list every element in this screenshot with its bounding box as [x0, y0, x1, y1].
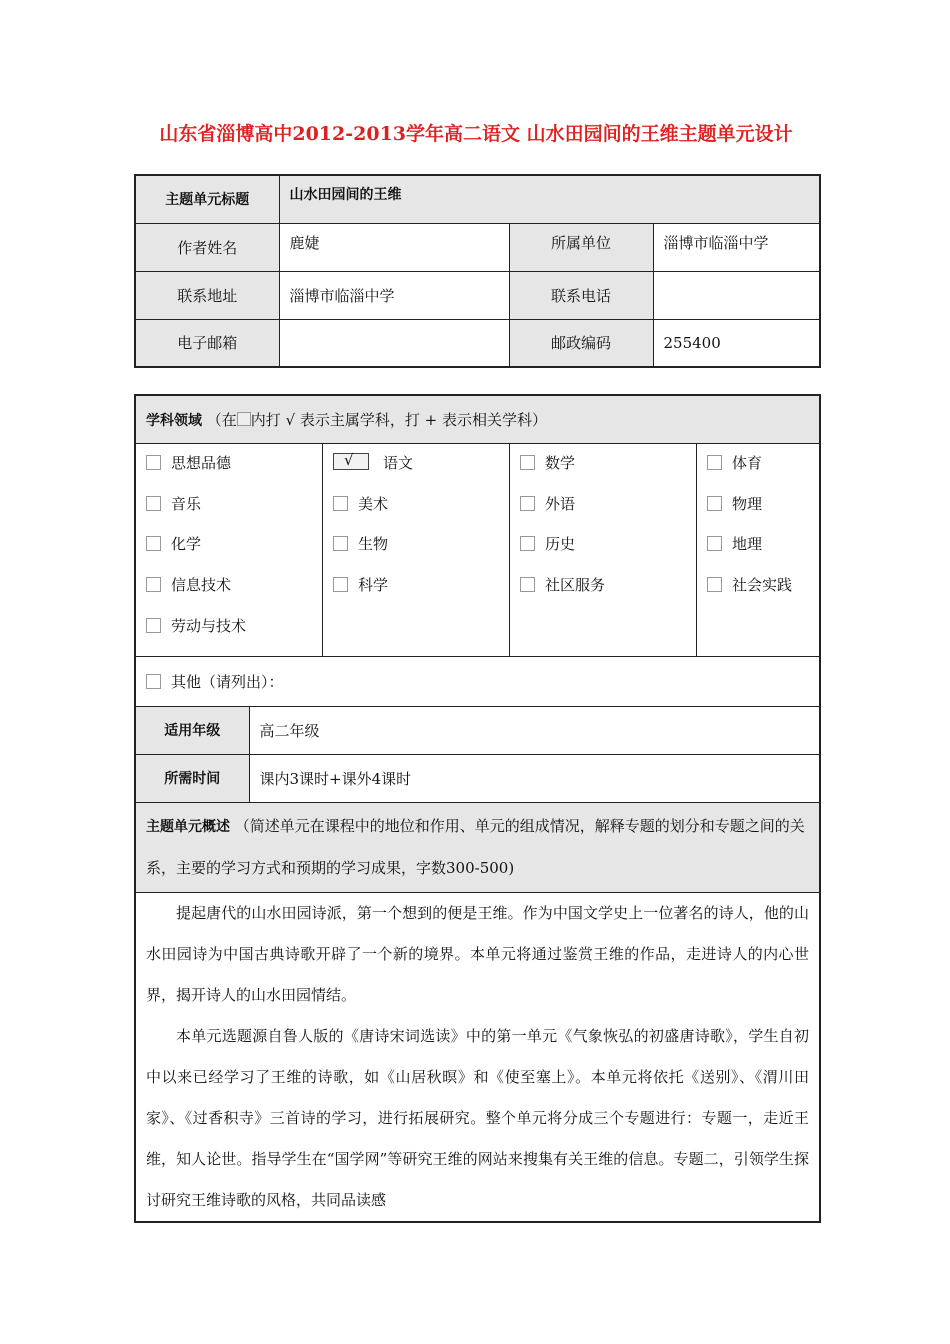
overview-paragraph: 提起唐代的山水田园诗派，第一个想到的便是王维。作为中国文学史上一位著名的诗人，他的山水田园诗为中国古典诗歌开辟了一个新的境界。本单元将通过鉴赏王维的作品，走进诗人的内心世界，揭开诗人的山水田园情结。: [146, 903, 809, 1004]
subject-option[interactable]: 历史: [520, 533, 575, 554]
unit-value: 淄博市临淄中学: [653, 223, 820, 271]
subject-option[interactable]: 数学: [520, 452, 575, 473]
checkbox-icon[interactable]: [707, 496, 722, 511]
subject-option[interactable]: 信息技术: [146, 574, 231, 595]
overview-note: （简述单元在课程中的地位和作用、单元的组成情况，解释专题的划分和专题之间的关系，主要的学习方式和预期的学习成果，字数300-500): [146, 816, 805, 877]
address-label: 联系地址: [135, 271, 279, 319]
checkbox-icon[interactable]: [146, 496, 161, 511]
checkbox-icon[interactable]: [146, 618, 161, 633]
subject-option[interactable]: 音乐: [146, 493, 201, 514]
checkbox-sample-icon: [237, 412, 251, 426]
subject-column-2: [323, 444, 509, 656]
subject-column-3: [510, 444, 696, 656]
author-value: 鹿婕: [279, 223, 509, 271]
subject-option[interactable]: 物理: [707, 493, 762, 514]
checkbox-icon[interactable]: [520, 496, 535, 511]
unit-title-value: 山水田园间的王维: [279, 175, 820, 223]
postcode-label: 邮政编码: [509, 319, 653, 367]
subject-header-label: 学科领域: [146, 412, 202, 429]
subject-option[interactable]: 社会实践: [707, 574, 792, 595]
overview-body: [135, 892, 820, 1222]
overview-label: 主题单元概述: [146, 818, 230, 835]
other-label: 其他（请列出）：: [171, 672, 284, 691]
email-value: [279, 319, 509, 367]
subject-grid: [135, 443, 820, 656]
address-value: 淄博市临淄中学: [279, 271, 509, 319]
subject-option[interactable]: 体育: [707, 452, 762, 473]
unit-label: 所属单位: [509, 223, 653, 271]
checkbox-icon[interactable]: [333, 536, 348, 551]
subject-column-1: [136, 444, 322, 656]
subject-option[interactable]: 科学: [333, 574, 388, 595]
author-label: 作者姓名: [135, 223, 279, 271]
page-title: 山东省淄博高中2012-2013学年高二语文 山水田园间的王维主题单元设计: [159, 123, 793, 145]
overview-header: [135, 802, 820, 892]
checkbox-icon[interactable]: [707, 536, 722, 551]
email-label: 电子邮箱: [135, 319, 279, 367]
checkbox-icon[interactable]: [707, 577, 722, 592]
subject-option[interactable]: 化学: [146, 533, 201, 554]
subject-option[interactable]: 外语: [520, 493, 575, 514]
other-option[interactable]: [135, 656, 820, 706]
time-label: 所需时间: [135, 754, 249, 802]
subject-option[interactable]: 美术: [333, 493, 388, 514]
subject-table: [134, 394, 821, 1223]
subject-option[interactable]: 社区服务: [520, 574, 605, 595]
checkbox-icon[interactable]: [520, 577, 535, 592]
phone-label: 联系电话: [509, 271, 653, 319]
unit-title-label: 主题单元标题: [135, 175, 279, 223]
subject-option-checked[interactable]: √ 语文: [333, 452, 413, 473]
checkbox-icon[interactable]: [146, 674, 161, 689]
subject-option[interactable]: 劳动与技术: [146, 615, 246, 636]
time-value: 课内3课时+课外4课时: [249, 754, 820, 802]
checkbox-icon[interactable]: [520, 536, 535, 551]
grade-label: 适用年级: [135, 706, 249, 754]
subject-header: [135, 395, 820, 443]
subject-option[interactable]: 地理: [707, 533, 762, 554]
postcode-value: 255400: [653, 319, 820, 367]
checkbox-icon[interactable]: [333, 496, 348, 511]
subject-option[interactable]: 思想品德: [146, 452, 231, 473]
overview-paragraph: 本单元选题源自鲁人版的《唐诗宋词选读》中的第一单元《气象恢弘的初盛唐诗歌》，学生自初中以来已经学习了王维的诗歌，如《山居秋暝》和《使至塞上》。本单元将依托《送别》、《渭川田家》、《过香积寺》三首诗的学习，进行拓展研究。整个单元将分成三个专题进行：专题一，走近王维，知人论世。指导学生在“国学网”等研究王维的网站来搜集有关王维的信息。专题二，引领学生探讨研究王维诗歌的风格，共同品读感: [146, 1026, 809, 1209]
checkbox-icon[interactable]: [146, 577, 161, 592]
checkbox-icon[interactable]: [146, 536, 161, 551]
checkbox-icon[interactable]: [333, 577, 348, 592]
subject-option[interactable]: 生物: [333, 533, 388, 554]
checkbox-icon[interactable]: [520, 455, 535, 470]
info-table: [134, 174, 821, 368]
checkbox-icon[interactable]: [146, 455, 161, 470]
phone-value: [653, 271, 820, 319]
subject-header-note-a: （在: [206, 410, 237, 429]
subject-header-note-b: 内打 √ 表示主属学科，打 + 表示相关学科）: [250, 410, 547, 429]
grade-value: 高二年级: [249, 706, 820, 754]
subject-column-4: [697, 444, 821, 656]
checked-box-icon[interactable]: √: [333, 453, 369, 470]
checkbox-icon[interactable]: [707, 455, 722, 470]
